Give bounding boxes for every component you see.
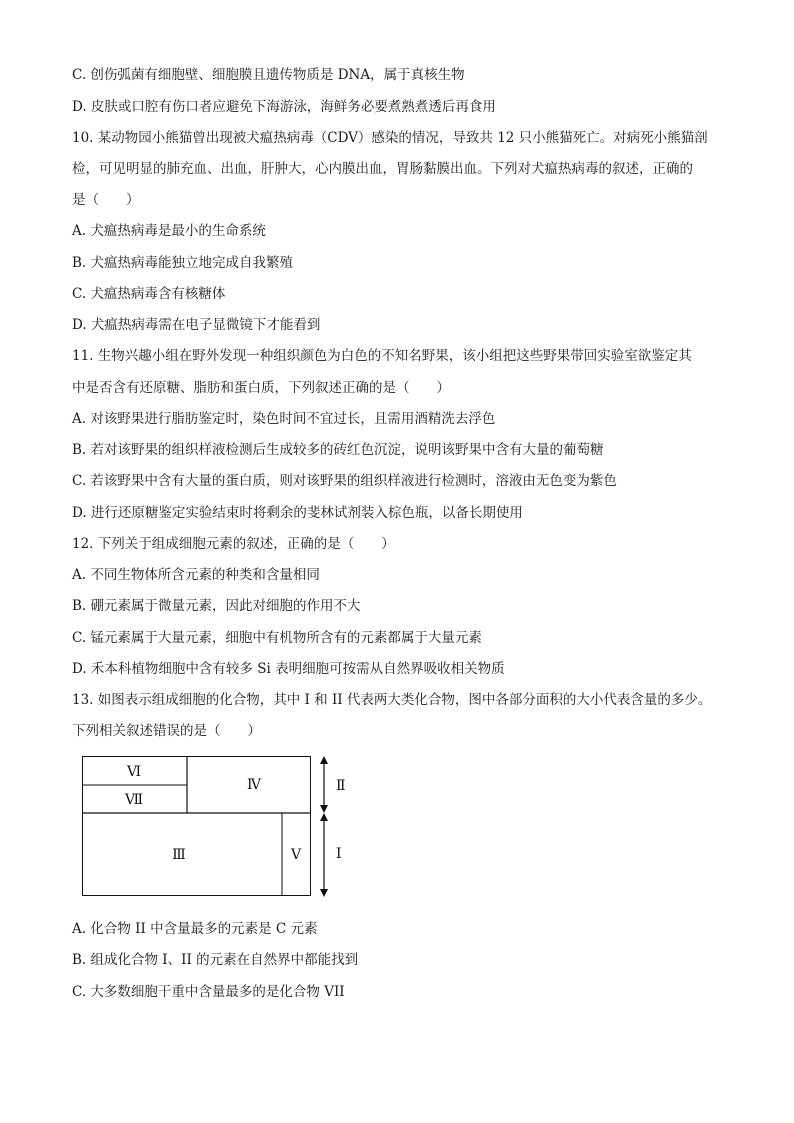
label-i: Ⅰ (336, 846, 342, 862)
line-4: 是（ ） (72, 192, 140, 208)
line-1: D. 皮肤或口腔有伤口者应避免下海游泳，海鲜务必要煮熟煮透后再食用 (72, 99, 496, 115)
line-13: C. 若该野果中含有大量的蛋白质，则对该野果的组织样液进行检测时，溶液由无色变为紫色 (72, 473, 617, 489)
arrow-i-down (320, 889, 328, 897)
line-20: 13. 如图表示组成细胞的化合物，其中 I 和 II 代表两大类化合物，图中各部分面积的大小代表含量的多少。 (72, 692, 712, 708)
line-18: C. 锰元素属于大量元素，细胞中有机物所含有的元素都属于大量元素 (72, 630, 482, 646)
line-14: D. 进行还原糖鉴定实验结束时将剩余的斐林试剂装入棕色瓶，以备长期使用 (72, 505, 523, 521)
arrow-i-up (320, 813, 328, 821)
line-0: C. 创伤弧菌有细胞壁、细胞膜且遗传物质是 DNA，属于真核生物 (72, 67, 465, 83)
line-3: 检，可见明显的肺充血、出血，肝肿大，心内膜出血，胃肠黏膜出血。下列对犬瘟热病毒的叙述，正确的 (72, 161, 693, 177)
line-9: 11. 生物兴趣小组在野外发现一种组织颜色为白色的不知名野果，该小组把这些野果带回实验室欲鉴定其 (72, 348, 692, 364)
arrow-ii-up (320, 756, 328, 764)
line-19: D. 禾本科植物细胞中含有较多 Si 表明细胞可按需从自然界吸收相关物质 (72, 661, 505, 677)
arrow-ii-down (320, 805, 328, 813)
line-6: B. 犬瘟热病毒能独立地完成自我繁殖 (72, 255, 294, 271)
line-15: 12. 下列关于组成细胞元素的叙述，正确的是（ ） (72, 536, 395, 552)
label-v: Ⅴ (290, 847, 302, 863)
line-2: 10. 某动物园小熊猫曾出现被犬瘟热病毒（CDV）感染的情况，导致共 12 只小熊猫死亡。对病死小熊猫剖 (72, 130, 708, 146)
option-b-13: B. 组成化合物 I、II 的元素在自然界中都能找到 (72, 952, 359, 968)
compound-diagram (82, 756, 352, 898)
option-c-13: C. 大多数细胞干重中含量最多的是化合物 VII (72, 984, 345, 1000)
line-12: B. 若对该野果的组织样液检测后生成较多的砖红色沉淀，说明该野果中含有大量的葡萄糖 (72, 442, 604, 458)
line-17: B. 硼元素属于微量元素，因此对细胞的作用不大 (72, 598, 361, 614)
line-11: A. 对该野果进行脂肪鉴定时，染色时间不宜过长，且需用酒精洗去浮色 (72, 411, 496, 427)
label-vii: Ⅶ (124, 792, 144, 808)
line-16: A. 不同生物体所含元素的种类和含量相同 (72, 567, 320, 583)
line-8: D. 犬瘟热病毒需在电子显微镜下才能看到 (72, 317, 321, 333)
line-7: C. 犬瘟热病毒含有核糖体 (72, 286, 226, 302)
line-10: 中是否含有还原糖、脂肪和蛋白质，下列叙述正确的是（ ） (72, 380, 450, 396)
line-5: A. 犬瘟热病毒是最小的生命系统 (72, 223, 266, 239)
diagram-frame (83, 757, 311, 896)
label-iv: Ⅳ (247, 777, 261, 793)
option-a-13: A. 化合物 II 中含量最多的元素是 C 元素 (72, 921, 318, 937)
label-vi: Ⅵ (126, 764, 142, 780)
label-ii: Ⅱ (336, 778, 346, 794)
label-iii: Ⅲ (172, 847, 186, 863)
line-21: 下列相关叙述错误的是（ ） (72, 723, 261, 739)
